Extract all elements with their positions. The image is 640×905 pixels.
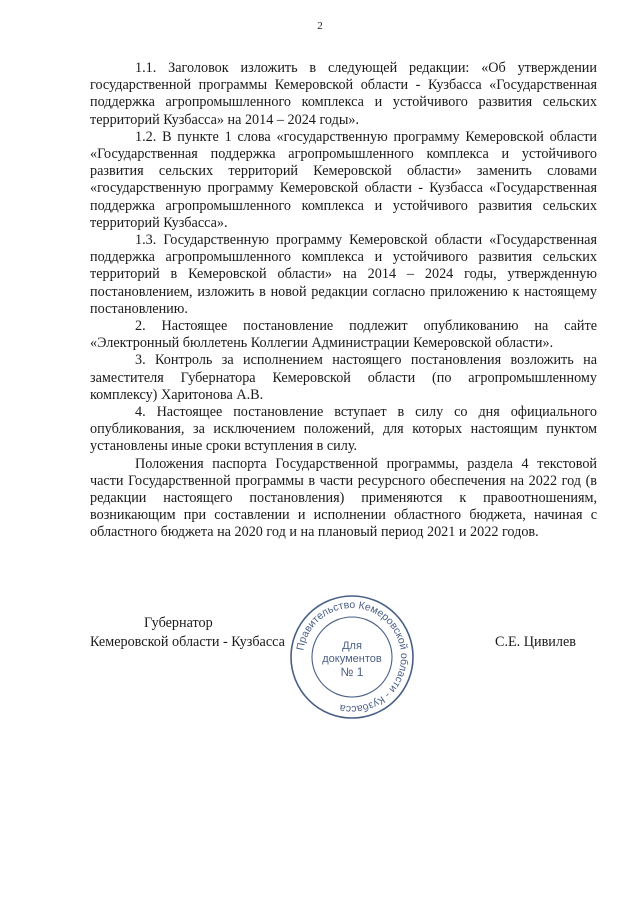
paragraph-1-3: 1.3. Государственную программу Кемеровской области «Государственная поддержка агропромышленного комплекса и устойчивого развития сельских территорий в Кемеровской области» на 2014 – 2024 годы, утвержденную постановлением, изложить в новой редакции согласно приложению к настоящему постановлению. — [90, 232, 597, 317]
page-number: 2 — [317, 20, 323, 32]
official-seal — [288, 593, 416, 721]
seal-center-line1: Для — [342, 640, 362, 652]
document-body — [90, 60, 597, 542]
paragraph-provisions: Положения паспорта Государственной программы, раздела 4 текстовой части Государственной программы в части ресурсного обеспечения на 2022 год (в редакции настоящего постановления) применяются к правоотношениям, возникающим при составлении и исполнении областного бюджета, начиная с областного бюджета на 2020 год и на плановый период 2021 и 2022 годов. — [90, 455, 597, 541]
paragraph-1-1: 1.1. Заголовок изложить в следующей редакции: «Об утверждении государственной программы Кемеровской области - Кузбасса «Государственная поддержка агропромышленного комплекса и устойчивого развития сельских территорий Кузбасса» на 2014 – 2024 годы». — [90, 60, 597, 128]
paragraph-2: 2. Настоящее постановление подлежит опубликованию на сайте «Электронный бюллетень Коллегии Администрации Кемеровской области». — [90, 318, 597, 352]
seal-center-line3: № 1 — [340, 665, 364, 679]
paragraph-1-2: 1.2. В пункте 1 слова «государственную программу Кемеровской области «Государственная поддержка агропромышленного комплекса и устойчивого развития сельских территорий Кемеровской области» заменить словами «государственную программу Кемеровской области - Кузбасса «Государственная поддержка агропромышленного комплекса и устойчивого развития сельских территорий Кузбасса». — [90, 128, 597, 231]
seal-center-line2: документов — [322, 653, 382, 665]
signer-title-line1: Губернатор — [144, 615, 213, 631]
signer-title-line2: Кемеровской области - Кузбасса — [90, 634, 285, 651]
paragraph-3: 3. Контроль за исполнением настоящего постановления возложить на заместителя Губернатора Кемеровской области (по агропромышленному комплексу) Харитонова А.В. — [90, 352, 597, 403]
seal-ring-text: Правительство Кемеровской области - Кузбасса — [294, 598, 411, 716]
signer-title — [90, 614, 285, 652]
signer-name: С.Е. Цивилев — [495, 634, 576, 650]
paragraph-4: 4. Настоящее постановление вступает в силу со дня официального опубликования, за исключением положений, для которых настоящим пунктом установлены иные сроки вступления в силу. — [90, 404, 597, 455]
